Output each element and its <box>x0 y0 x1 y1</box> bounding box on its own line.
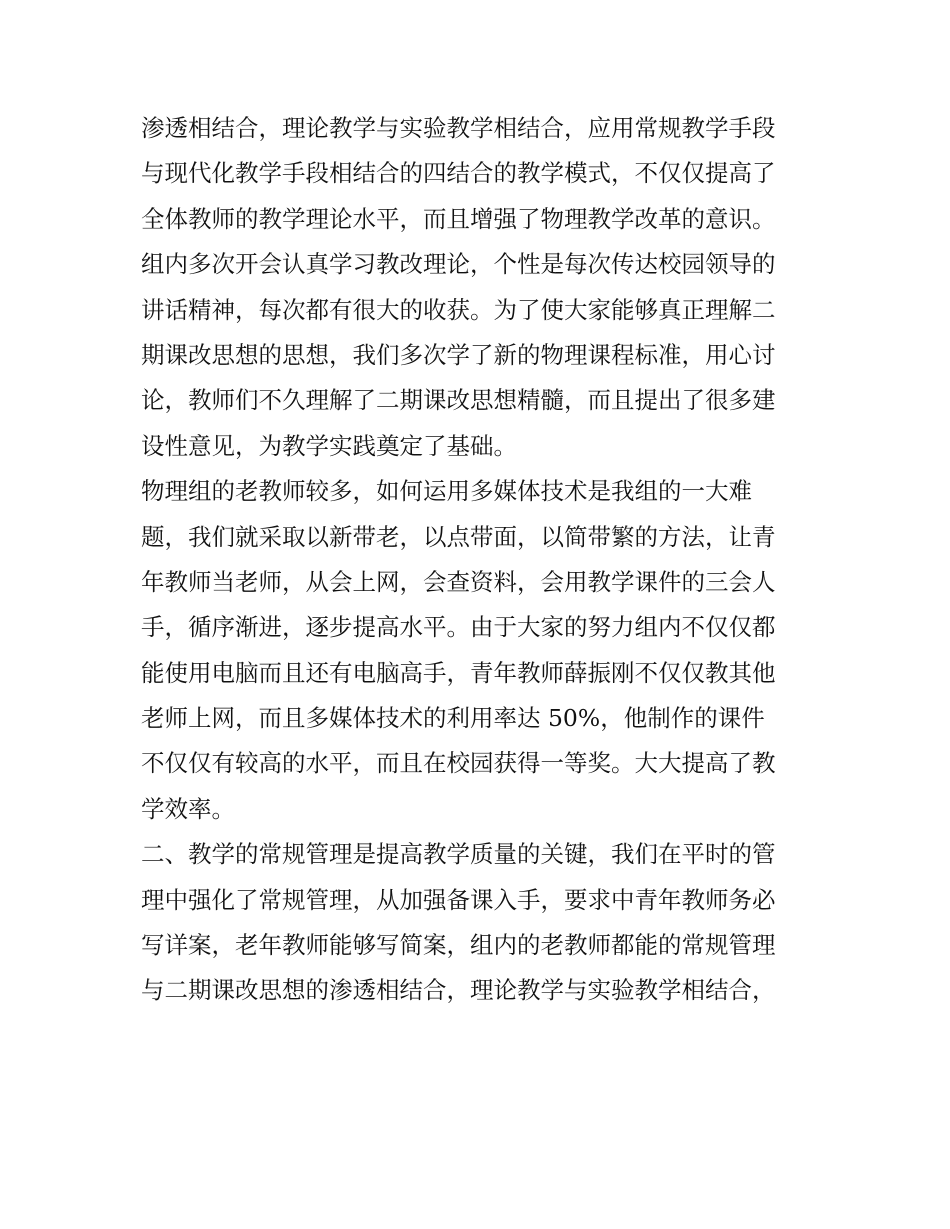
text-line-20: 与二期课改思想的渗透相结合，理论教学与实验教学相结合， <box>141 976 776 1005</box>
text-line-2: 与现代化教学手段相结合的四结合的教学模式，不仅仅提高了 <box>141 159 776 188</box>
text-line-18: 理中强化了常规管理，从加强备课入手，要求中青年教师务必 <box>141 885 776 914</box>
text-line-15: 不仅仅有较高的水平，而且在校园获得一等奖。大大提高了教 <box>141 749 776 778</box>
text-line-10: 题，我们就采取以新带老，以点带面，以简带繁的方法，让青 <box>141 522 776 551</box>
text-line-16: 学效率。 <box>141 794 235 823</box>
text-line-4: 组内多次开会认真学习教改理论，个性是每次传达校园领导的 <box>141 250 776 279</box>
text-line-14: 老师上网，而且多媒体技术的利用率达 50%，他制作的课件 <box>141 704 765 733</box>
text-line-1: 渗透相结合，理论教学与实验教学相结合，应用常规教学手段 <box>141 114 776 142</box>
text-line-9: 物理组的老教师较多，如何运用多媒体技术是我组的一大难 <box>141 477 752 506</box>
text-line-17: 二、教学的常规管理是提高教学质量的关键，我们在平时的管 <box>141 840 776 869</box>
text-line-3: 全体教师的教学理论水平，而且增强了物理教学改革的意识。 <box>141 204 776 233</box>
text-line-8: 设性意见，为教学实践奠定了基础。 <box>141 431 517 460</box>
text-line-13: 能使用电脑而且还有电脑高手，青年教师薛振刚不仅仅教其他 <box>141 658 776 687</box>
document-body <box>141 106 821 1014</box>
text-line-5: 讲话精神，每次都有很大的收获。为了使大家能够真正理解二 <box>141 295 776 324</box>
text-line-12: 手，循序渐进，逐步提高水平。由于大家的努力组内不仅仅都 <box>141 613 776 642</box>
text-line-6: 期课改思想的思想，我们多次学了新的物理课程标准，用心讨 <box>141 340 776 369</box>
text-line-7: 论，教师们不久理解了二期课改思想精髓，而且提出了很多建 <box>141 386 776 415</box>
text-line-19: 写详案，老年教师能够写简案，组内的老教师都能的常规管理 <box>141 931 776 960</box>
text-line-11: 年教师当老师，从会上网，会查资料，会用教学课件的三会人 <box>141 567 776 596</box>
